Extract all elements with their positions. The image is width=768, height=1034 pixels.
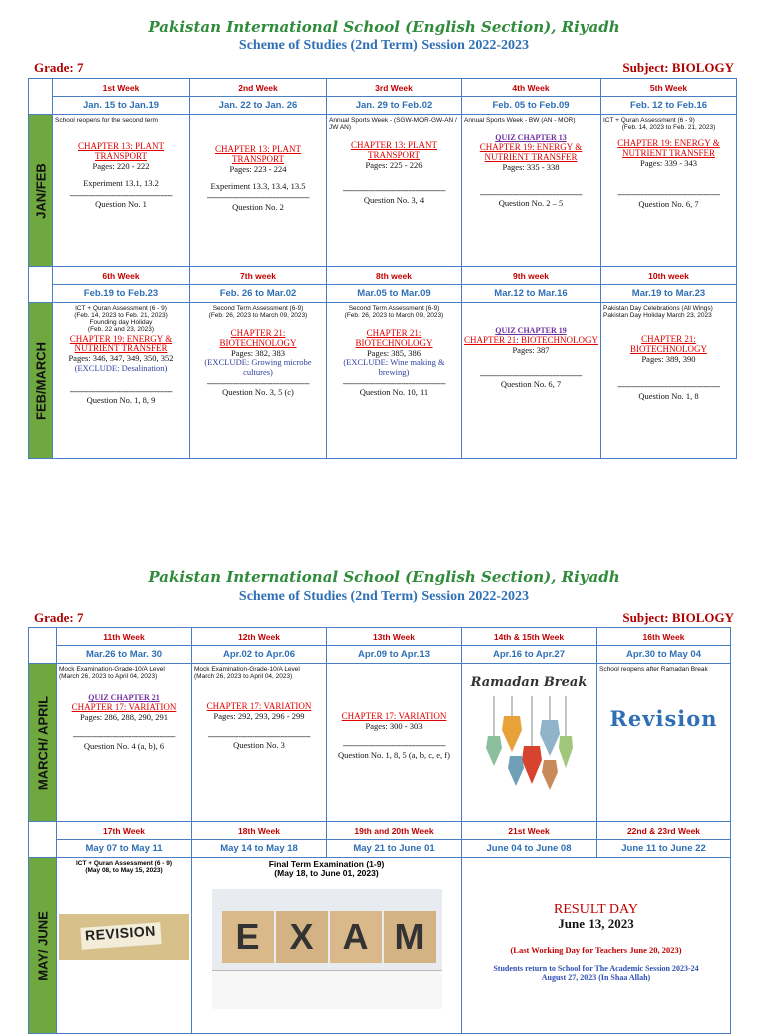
pages: Pages: 335 - 338 bbox=[502, 161, 560, 172]
week-cell bbox=[53, 115, 190, 267]
chapter-title: CHAPTER 17: VARIATION bbox=[71, 702, 177, 713]
month-label: FEB/MARCH bbox=[33, 341, 48, 420]
exam-letter-block: X bbox=[276, 911, 328, 963]
pages: Pages: 225 - 226 bbox=[365, 160, 423, 171]
quiz-label: QUIZ CHAPTER 21 bbox=[88, 693, 160, 703]
divider-line: -------------------------------------------- bbox=[72, 732, 176, 742]
week-cell bbox=[462, 664, 597, 822]
experiment: Experiment 13.3, 13.4, 13.5 bbox=[210, 181, 306, 192]
week-label: 14th & 15th Week bbox=[462, 628, 597, 646]
divider-line: -------------------------------------------- bbox=[69, 387, 173, 397]
event-note: (March 26, 2023 to April 04, 2023) bbox=[194, 673, 293, 681]
question: Question No. 2 – 5 bbox=[498, 198, 564, 209]
event-note: (Feb. 26, 2023 to March 09, 2023) bbox=[208, 312, 308, 320]
week-label: 10th week bbox=[601, 267, 737, 285]
event-note: ICT + Quran Assessment (6 - 9) bbox=[75, 860, 173, 867]
scheme-title: Scheme of Studies (2nd Term) Session 2022-2023 bbox=[238, 589, 530, 604]
week-label: 4th Week bbox=[462, 79, 601, 97]
week-dates: June 04 to June 08 bbox=[462, 840, 597, 858]
revision-title: Revision bbox=[609, 706, 718, 732]
corner-cell bbox=[29, 822, 57, 858]
week-dates: Feb. 05 to Feb.09 bbox=[462, 97, 601, 115]
month-label: JAN/FEB bbox=[33, 162, 48, 219]
week-cell bbox=[192, 664, 327, 822]
week-dates: Jan. 15 to Jan.19 bbox=[53, 97, 190, 115]
pages: Pages: 385, 386 bbox=[366, 348, 422, 359]
exam-letter-block: A bbox=[330, 911, 382, 963]
divider-line: -------------------------------------------- bbox=[207, 731, 311, 741]
event-note: Mock Examination-Grade-10/A Level bbox=[194, 666, 300, 673]
experiment: Experiment 13.1, 13.2 bbox=[83, 178, 159, 189]
exam-letter-block: E bbox=[222, 911, 274, 963]
week-label: 7th week bbox=[190, 267, 327, 285]
event-note: ICT + Quran Assessment (6 - 9) bbox=[75, 305, 167, 312]
question: Question No. 1, 8, 5 (a, b, c, e, f) bbox=[338, 749, 450, 760]
divider-line: -------------------------------------------- bbox=[617, 190, 720, 200]
week-dates: Mar.05 to Mar.09 bbox=[327, 285, 462, 303]
week-label: 8th week bbox=[327, 267, 462, 285]
week-cell bbox=[190, 115, 327, 267]
pages: Pages: 220 - 222 bbox=[92, 160, 150, 171]
result-day-title: RESULT DAY bbox=[554, 902, 638, 917]
week-dates: Mar.19 to Mar.23 bbox=[601, 285, 737, 303]
week-label: 9th week bbox=[462, 267, 601, 285]
pages: Pages: 382, 383 bbox=[230, 348, 286, 359]
exclude-note: (EXCLUDE: Growing microbe cultures) bbox=[204, 357, 312, 377]
question: Question No. 3 bbox=[233, 739, 285, 750]
week-label: 16th Week bbox=[597, 628, 731, 646]
revision-image-word: REVISION bbox=[84, 922, 157, 944]
week-cell bbox=[57, 858, 192, 1034]
event-note: (Feb. 22 and 23, 2023) bbox=[87, 326, 155, 334]
divider-line: -------------------------------------------- bbox=[69, 190, 173, 200]
subject-label: Subject: BIOLOGY bbox=[622, 60, 734, 75]
scheme-title: Scheme of Studies (2nd Term) Session 2022-2023 bbox=[238, 38, 530, 53]
week-label: 11th Week bbox=[57, 628, 192, 646]
pages: Pages: 387 bbox=[512, 344, 550, 355]
question: Question No. 1, 8, 9 bbox=[86, 395, 156, 406]
subject-label: Subject: BIOLOGY bbox=[622, 610, 734, 625]
chapter-title: CHAPTER 13: PLANT TRANSPORT bbox=[77, 141, 164, 162]
month-band bbox=[29, 115, 53, 267]
week-dates: Apr.09 to Apr.13 bbox=[327, 646, 462, 664]
pages: Pages: 389, 390 bbox=[641, 354, 696, 365]
exam-letter-block: M bbox=[384, 911, 436, 963]
event-note: School reopens after Ramadan Break bbox=[599, 666, 708, 673]
chapter-title: CHAPTER 13: PLANT TRANSPORT bbox=[350, 140, 437, 161]
corner-cell bbox=[29, 79, 53, 115]
month-label: MAY/ JUNE bbox=[35, 910, 50, 981]
chapter-title: CHAPTER 21: BIOTECHNOLOGY bbox=[464, 334, 598, 345]
grade-label: Grade: 7 bbox=[34, 60, 84, 75]
week-cell bbox=[462, 115, 601, 267]
grade-label: Grade: 7 bbox=[34, 610, 84, 625]
week-cell bbox=[57, 664, 192, 822]
week-label: 12th Week bbox=[192, 628, 327, 646]
corner-cell bbox=[29, 267, 53, 303]
exclude-note: (EXCLUDE: Wine making & brewing) bbox=[343, 357, 445, 377]
event-note: (May 18, to June 01, 2023) bbox=[274, 868, 379, 879]
divider-line: -------------------------------------------- bbox=[342, 186, 446, 196]
pages: Pages: 339 - 343 bbox=[640, 158, 697, 169]
question: Question No. 2 bbox=[232, 201, 284, 212]
result-day-date: June 13, 2023 bbox=[558, 916, 634, 932]
event-note: Founding day Holiday bbox=[89, 319, 153, 327]
week-label: 18th Week bbox=[192, 822, 327, 840]
divider-line: -------------------------------------------- bbox=[342, 379, 446, 389]
divider-line: -------------------------------------------- bbox=[342, 741, 446, 751]
chapter-title: CHAPTER 19: ENERGY & NUTRIENT TRANSFER bbox=[479, 141, 583, 162]
divider-line: -------------------------------------------- bbox=[479, 190, 583, 200]
month-band bbox=[29, 858, 57, 1034]
week-cell bbox=[190, 303, 327, 459]
week-cell bbox=[327, 115, 462, 267]
week-dates: Jan. 29 to Feb.02 bbox=[327, 97, 462, 115]
quiz-label: QUIZ CHAPTER 19 bbox=[495, 326, 567, 335]
pages: Pages: 292, 293, 296 - 299 bbox=[213, 711, 305, 722]
corner-cell bbox=[29, 628, 57, 664]
chapter-title: CHAPTER 21: BIOTECHNOLOGY bbox=[219, 328, 297, 349]
week-dates: Feb. 12 to Feb.16 bbox=[601, 97, 737, 115]
event-note: Annual Sports Week - BW (AN - MOR) bbox=[464, 117, 576, 124]
month-band bbox=[29, 303, 53, 459]
pages: Pages: 223 - 224 bbox=[229, 163, 287, 174]
week-dates: June 11 to June 22 bbox=[597, 840, 731, 858]
week-label: 21st Week bbox=[462, 822, 597, 840]
chapter-title: CHAPTER 19: ENERGY & NUTRIENT TRANSFER bbox=[69, 333, 173, 354]
divider-line: -------------------------------------------- bbox=[617, 382, 720, 392]
week-label: 19th and 20th Week bbox=[327, 822, 462, 840]
question: Question No. 3, 5 (c) bbox=[222, 387, 294, 398]
month-label: MARCH/ APRIL bbox=[35, 695, 50, 790]
chapter-title: CHAPTER 19: ENERGY & NUTRIENT TRANSFER bbox=[617, 138, 720, 159]
exam-image bbox=[212, 889, 442, 1009]
event-note: (Feb. 14, 2023 to Feb. 21, 2023) bbox=[621, 124, 716, 132]
week-label: 1st Week bbox=[53, 79, 190, 97]
week-dates: May 14 to May 18 bbox=[192, 840, 327, 858]
week-label: 17th Week bbox=[57, 822, 192, 840]
week-label: 3rd Week bbox=[327, 79, 462, 97]
chapter-title: CHAPTER 21: BIOTECHNOLOGY bbox=[630, 334, 707, 355]
event-note: ICT + Quran Assessment (6 - 9) bbox=[603, 117, 695, 124]
pages: Pages: 286, 288, 290, 291 bbox=[79, 711, 169, 722]
students-return-date: August 27, 2023 (In Shaa Allah) bbox=[541, 972, 651, 982]
week-dates: Mar.26 to Mar. 30 bbox=[57, 646, 192, 664]
week-dates: Feb.19 to Feb.23 bbox=[53, 285, 190, 303]
revision-image bbox=[59, 914, 189, 960]
lantern-icon bbox=[484, 696, 574, 801]
students-return-note: Students return to School for The Academic Session 2023-24 bbox=[493, 964, 699, 974]
week-cell bbox=[601, 303, 737, 459]
event-note: (May 08, to May 15, 2023) bbox=[85, 867, 163, 875]
week-dates: Apr.02 to Apr.06 bbox=[192, 646, 327, 664]
event-note: Annual Sports Week - (SGW-MOR-GW-AN / JW AN) bbox=[329, 117, 457, 132]
week-label: 6th Week bbox=[53, 267, 190, 285]
question: Question No. 6, 7 bbox=[500, 379, 562, 390]
question: Question No. 4 (a, b), 6 bbox=[83, 740, 165, 751]
pages: Pages: 300 - 303 bbox=[365, 720, 423, 731]
question: Question No. 6, 7 bbox=[638, 198, 699, 209]
event-note: School reopens for the second term bbox=[55, 117, 158, 124]
divider-line: -------------------------------------------- bbox=[206, 193, 310, 203]
question: Question No. 3, 4 bbox=[363, 194, 425, 205]
week-cell bbox=[462, 303, 601, 459]
week-dates: Jan. 22 to Jan. 26 bbox=[190, 97, 327, 115]
week-cell bbox=[601, 115, 737, 267]
result-cell bbox=[462, 858, 731, 1034]
month-band bbox=[29, 664, 57, 822]
chapter-title: CHAPTER 17: VARIATION bbox=[341, 711, 447, 721]
lanterns-illustration bbox=[464, 696, 594, 804]
week-cell bbox=[597, 664, 731, 822]
chapter-title: CHAPTER 17: VARIATION bbox=[206, 701, 312, 712]
divider-line: -------------------------------------------- bbox=[206, 379, 310, 389]
final-exam-cell bbox=[192, 858, 462, 1034]
schedule-table-2 bbox=[28, 627, 731, 1034]
last-working-day: (Last Working Day for Teachers June 20, 2023) bbox=[510, 944, 682, 955]
week-dates: Mar.12 to Mar.16 bbox=[462, 285, 601, 303]
week-label: 22nd & 23rd Week bbox=[597, 822, 731, 840]
schedule-table-1 bbox=[28, 78, 737, 459]
week-dates: Feb. 26 to Mar.02 bbox=[190, 285, 327, 303]
exclude-note: (EXCLUDE: Desalination) bbox=[74, 362, 168, 373]
week-dates: May 21 to June 01 bbox=[327, 840, 462, 858]
ramadan-break-title: Ramadan Break bbox=[470, 675, 588, 690]
school-name: Pakistan International School (English Section), Riyadh bbox=[148, 18, 620, 36]
question: Question No. 10, 11 bbox=[359, 387, 429, 398]
event-note: Second Term Assessment (6-9) bbox=[212, 305, 304, 312]
school-name: Pakistan International School (English Section), Riyadh bbox=[148, 568, 620, 586]
question: Question No. 1 bbox=[95, 198, 147, 209]
week-cell bbox=[53, 303, 190, 459]
question: Question No. 1, 8 bbox=[638, 390, 699, 401]
event-note: Final Term Examination (1-9) bbox=[268, 859, 385, 869]
week-dates: Apr.16 to Apr.27 bbox=[462, 646, 597, 664]
event-note: Pakistan Day Celebrations (All Wings) bbox=[603, 305, 713, 312]
chapter-title: CHAPTER 13: PLANT TRANSPORT bbox=[214, 144, 301, 164]
quiz-label: QUIZ CHAPTER 13 bbox=[495, 133, 567, 143]
chapter-title: CHAPTER 21: BIOTECHNOLOGY bbox=[355, 328, 433, 349]
week-dates: Apr.30 to May 04 bbox=[597, 646, 731, 664]
event-note: Pakistan Day Holiday March 23, 2023 bbox=[603, 312, 712, 320]
event-note: Mock Examination-Grade-10/A Level bbox=[59, 666, 165, 673]
event-note: (March 26, 2023 to April 04, 2023) bbox=[59, 673, 158, 681]
event-note: Second Term Assessment (6-9) bbox=[348, 305, 440, 312]
week-label: 2nd Week bbox=[190, 79, 327, 97]
divider-line: -------------------------------------------- bbox=[479, 371, 583, 381]
week-cell bbox=[327, 664, 462, 822]
week-label: 13th Week bbox=[327, 628, 462, 646]
week-cell bbox=[327, 303, 462, 459]
pages: Pages: 346, 347, 349, 350, 352 bbox=[68, 353, 174, 364]
week-label: 5th Week bbox=[601, 79, 737, 97]
event-note: (Feb. 14, 2023 to Feb. 21, 2023) bbox=[74, 312, 168, 320]
week-dates: May 07 to May 11 bbox=[57, 840, 192, 858]
event-note: (Feb. 26, 2023 to March 09, 2023) bbox=[344, 312, 444, 320]
